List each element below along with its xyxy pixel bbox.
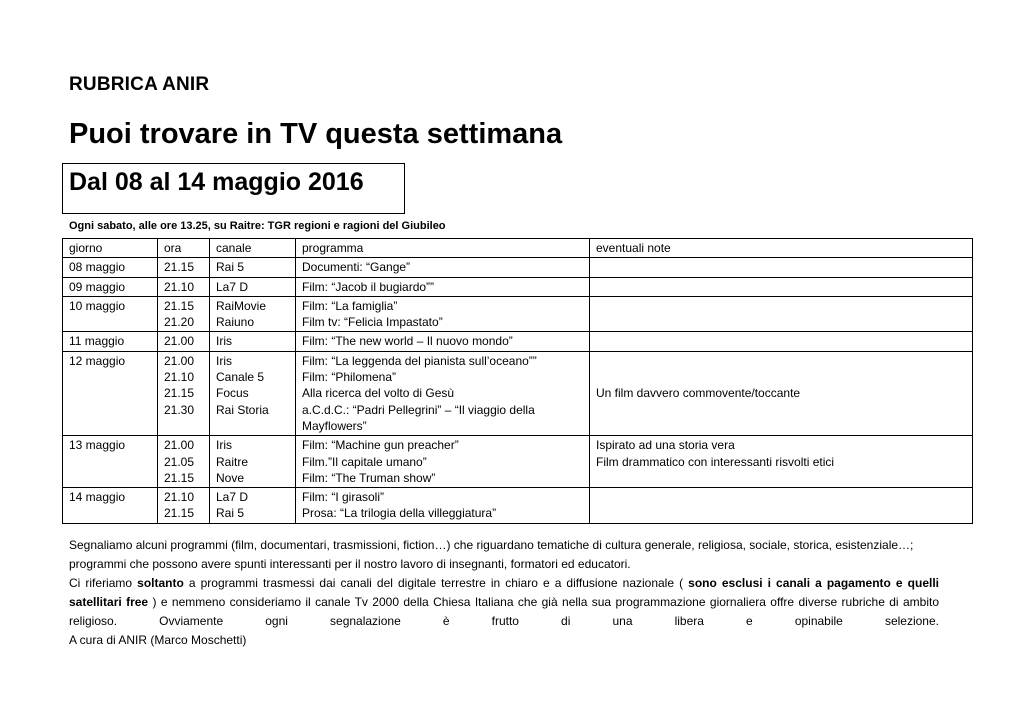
intro-line-1: Segnaliamo alcuni programmi (film, documentari, trasmissioni, fiction…) che riguardano tematiche di cultura generale, religiosa, sociale, storica, esistenziale…; — [69, 538, 914, 552]
day-cell: 13 maggio — [63, 436, 158, 488]
rubrica-label: RUBRICA ANIR — [69, 74, 210, 95]
channel-cell — [210, 488, 296, 524]
channel-cell-line: RaiMovie — [216, 298, 267, 313]
time-cell-line: 21.00 — [164, 334, 195, 349]
time-cell-line: 21.10 — [164, 279, 195, 294]
time-cell-line: 21.00 — [164, 438, 195, 453]
day-cell: 08 maggio — [63, 258, 158, 277]
scope-paragraph: Ci riferiamo soltanto a programmi trasmessi dai canali del digitale terrestre in chiaro e a diffusione nazionale ( sono esclusi i canali a pagamento e quelli satellitari free ) e nemmeno consideriamo il canale Tv 2000 della Chiesa Italiana che già nella sua programmazione giornaliera offre diverse rubriche di ambito religioso. Ovviamente ogni segnalazione è frutto di una libera e opinabile selezione. — [69, 576, 939, 628]
program-cell-line: Film: “The Truman show” — [302, 470, 436, 485]
program-cell-line: Film.”Il capitale umano” — [302, 454, 427, 469]
program-cell — [296, 436, 590, 488]
program-cell-line: Film: “La leggenda del pianista sull’oceano”” — [302, 353, 537, 368]
column-header: eventuali note — [590, 239, 973, 258]
notes-cell-line: Ispirato ad una storia vera — [596, 438, 735, 453]
bold-exclusion: sono esclusi i canali a pagamento e quelli satellitari free — [69, 576, 939, 609]
day-cell: 09 maggio — [63, 277, 158, 296]
channel-cell-line: Raiuno — [216, 315, 255, 330]
notes-cell — [590, 351, 973, 435]
time-cell-line: 21.10 — [164, 370, 195, 385]
program-cell — [296, 258, 590, 277]
time-cell-line: 21.15 — [164, 298, 195, 313]
channel-cell-line: Raitre — [216, 454, 249, 469]
program-cell-line: Film: “La famiglia” — [302, 298, 398, 313]
table-row — [63, 351, 973, 435]
notes-cell — [590, 332, 973, 351]
program-cell — [296, 351, 590, 435]
time-cell-line: 21.15 — [164, 386, 195, 401]
day-cell: 10 maggio — [63, 296, 158, 332]
channel-cell-line: Focus — [216, 386, 249, 401]
table-row — [63, 258, 973, 277]
channel-cell — [210, 277, 296, 296]
column-header: programma — [296, 239, 590, 258]
program-cell — [296, 332, 590, 351]
table-row — [63, 436, 973, 488]
time-cell — [158, 296, 210, 332]
notes-cell-line: Un film davvero commovente/toccante — [596, 386, 801, 401]
time-cell — [158, 277, 210, 296]
time-cell — [158, 488, 210, 524]
channel-cell-line: Rai 5 — [216, 506, 245, 521]
column-header: ora — [158, 239, 210, 258]
table-row — [63, 488, 973, 524]
program-cell-line: Prosa: “La trilogia della villeggiatura” — [302, 506, 497, 521]
weekly-note: Ogni sabato, alle ore 13.25, su Raitre: TGR regioni e ragioni del Giubileo — [69, 220, 446, 232]
time-cell-line: 21.05 — [164, 454, 195, 469]
channel-cell — [210, 258, 296, 277]
table-row — [63, 277, 973, 296]
channel-cell — [210, 436, 296, 488]
intro-line-2: programmi che possono avere spunti interessanti per il nostro lavoro di insegnanti, formatori ed educatori. — [69, 557, 631, 571]
schedule-table — [62, 238, 973, 524]
program-cell-line: Alla ricerca del volto di Gesù — [302, 386, 455, 401]
notes-cell-line: Film drammatico con interessanti risvolti etici — [596, 454, 835, 469]
time-cell-line: 21.15 — [164, 506, 195, 521]
day-cell: 14 maggio — [63, 488, 158, 524]
time-cell — [158, 436, 210, 488]
channel-cell-line: Rai Storia — [216, 402, 269, 417]
author-line: A cura di ANIR (Marco Moschetti) — [69, 633, 247, 647]
table-row — [63, 296, 973, 332]
program-cell-line: Film: “I girasoli” — [302, 490, 385, 505]
notes-cell — [590, 277, 973, 296]
program-cell-line: a.C.d.C.: “Padri Pellegrini” – “Il viaggio della Mayflowers” — [302, 402, 535, 433]
channel-cell-line: Iris — [216, 438, 232, 453]
time-cell — [158, 258, 210, 277]
program-cell-line: Film tv: “Felicia Impastato” — [302, 315, 443, 330]
time-cell-line: 21.30 — [164, 402, 195, 417]
footer-text — [69, 536, 939, 650]
channel-cell-line: La7 D — [216, 490, 249, 505]
day-cell: 11 maggio — [63, 332, 158, 351]
program-cell-line: Film: “Jacob il bugiardo”” — [302, 279, 435, 294]
table-header-row — [63, 239, 973, 258]
program-cell — [296, 277, 590, 296]
channel-cell-line: Iris — [216, 353, 232, 368]
channel-cell-line: Canale 5 — [216, 370, 265, 385]
time-cell-line: 21.00 — [164, 353, 195, 368]
column-header: canale — [210, 239, 296, 258]
table-row — [63, 332, 973, 351]
column-header: giorno — [63, 239, 158, 258]
time-cell-line: 21.15 — [164, 470, 195, 485]
program-cell-line: Film: “Philomena” — [302, 370, 397, 385]
time-cell-line: 21.10 — [164, 490, 195, 505]
program-cell-line: Film: “Machine gun preacher” — [302, 438, 459, 453]
channel-cell-line: La7 D — [216, 279, 249, 294]
notes-cell — [590, 436, 973, 488]
program-cell — [296, 488, 590, 524]
channel-cell-line: Nove — [216, 470, 245, 485]
time-cell-line: 21.15 — [164, 260, 195, 275]
bold-soltanto: soltanto — [137, 576, 184, 590]
notes-cell — [590, 296, 973, 332]
time-cell — [158, 351, 210, 435]
day-cell: 12 maggio — [63, 351, 158, 435]
notes-cell — [590, 488, 973, 524]
channel-cell — [210, 296, 296, 332]
time-cell-line: 21.20 — [164, 315, 195, 330]
notes-cell — [590, 258, 973, 277]
date-range: Dal 08 al 14 maggio 2016 — [69, 168, 364, 196]
program-cell-line: Film: “The new world – Il nuovo mondo” — [302, 334, 513, 349]
channel-cell — [210, 332, 296, 351]
channel-cell — [210, 351, 296, 435]
channel-cell-line: Iris — [216, 334, 232, 349]
program-cell-line: Documenti: “Gange” — [302, 260, 411, 275]
time-cell — [158, 332, 210, 351]
page-title: Puoi trovare in TV questa settimana — [69, 118, 563, 150]
date-range-box — [62, 163, 405, 214]
channel-cell-line: Rai 5 — [216, 260, 245, 275]
program-cell — [296, 296, 590, 332]
